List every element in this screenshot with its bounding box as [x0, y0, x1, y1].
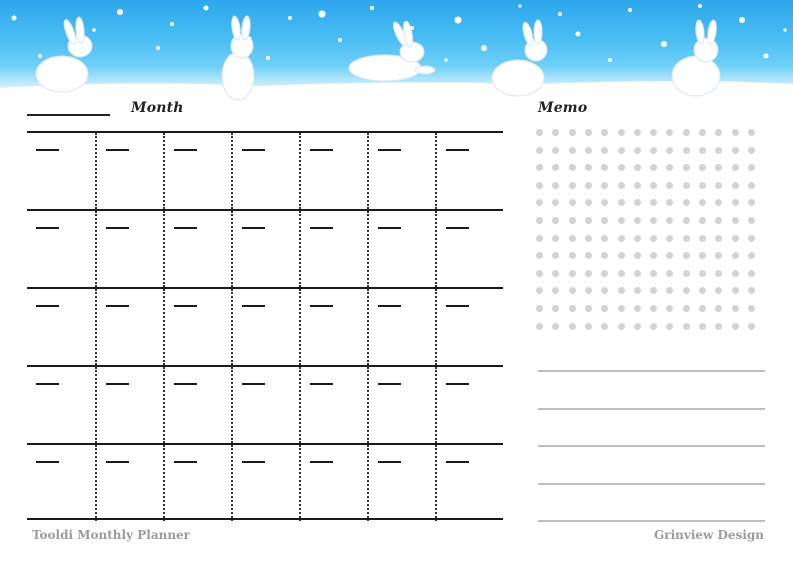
memo-dot — [552, 252, 559, 259]
memo-dot — [536, 147, 543, 154]
memo-dot — [552, 323, 559, 330]
memo-line[interactable] — [538, 408, 765, 410]
memo-dot — [650, 235, 657, 242]
day-cell[interactable] — [163, 133, 233, 209]
memo-dot — [715, 235, 722, 242]
memo-dot — [748, 323, 755, 330]
memo-dot — [569, 252, 576, 259]
date-blank-line — [36, 149, 59, 151]
memo-dot — [618, 129, 625, 136]
day-cell[interactable] — [299, 289, 369, 365]
memo-dot — [601, 217, 608, 224]
day-cell[interactable] — [163, 211, 233, 287]
week-row — [27, 365, 503, 443]
day-cell[interactable] — [367, 367, 437, 443]
date-blank-line — [310, 383, 333, 385]
date-blank-line — [446, 149, 469, 151]
date-blank-line — [242, 305, 265, 307]
memo-dot — [569, 323, 576, 330]
memo-dot — [748, 270, 755, 277]
day-cell[interactable] — [435, 133, 505, 209]
week-row — [27, 287, 503, 365]
date-blank-line — [446, 461, 469, 463]
memo-dot — [650, 287, 657, 294]
memo-dot — [601, 199, 608, 206]
memo-dot — [536, 217, 543, 224]
memo-dot — [536, 235, 543, 242]
memo-dot — [536, 252, 543, 259]
memo-dot — [715, 287, 722, 294]
memo-dot — [552, 164, 559, 171]
memo-dot — [618, 270, 625, 277]
memo-dot — [699, 270, 706, 277]
memo-dot — [715, 270, 722, 277]
memo-dot — [601, 305, 608, 312]
memo-dot — [683, 217, 690, 224]
day-cell[interactable] — [367, 211, 437, 287]
memo-dot — [748, 164, 755, 171]
memo-dot — [715, 305, 722, 312]
date-blank-line — [106, 305, 129, 307]
memo-dot — [585, 252, 592, 259]
memo-dot — [634, 199, 641, 206]
memo-dot — [536, 164, 543, 171]
date-blank-line — [446, 305, 469, 307]
memo-dot — [601, 287, 608, 294]
memo-dot — [569, 129, 576, 136]
memo-dot — [585, 270, 592, 277]
memo-dot — [683, 235, 690, 242]
day-cell[interactable] — [435, 367, 505, 443]
memo-dot — [650, 217, 657, 224]
memo-dot — [601, 323, 608, 330]
memo-dot — [552, 199, 559, 206]
memo-dot — [634, 217, 641, 224]
calendar-grid — [27, 131, 503, 521]
memo-dot — [748, 305, 755, 312]
date-blank-line — [174, 149, 197, 151]
memo-dot — [699, 287, 706, 294]
bunny-standing — [222, 16, 254, 100]
day-cell[interactable] — [27, 289, 95, 365]
date-blank-line — [378, 149, 401, 151]
memo-dot — [732, 217, 739, 224]
memo-dot — [666, 323, 673, 330]
memo-dot — [552, 235, 559, 242]
day-cell[interactable] — [231, 367, 301, 443]
memo-line[interactable] — [538, 483, 765, 485]
memo-dot — [699, 305, 706, 312]
memo-dot — [732, 270, 739, 277]
memo-dot — [569, 305, 576, 312]
memo-dot — [715, 199, 722, 206]
bunny-sitting-2 — [492, 20, 547, 96]
date-blank-line — [106, 227, 129, 229]
memo-dot — [715, 129, 722, 136]
memo-dot — [552, 182, 559, 189]
date-blank-line — [106, 461, 129, 463]
memo-heading: Memo — [538, 100, 588, 116]
memo-dot — [569, 182, 576, 189]
memo-dot — [748, 147, 755, 154]
date-blank-line — [378, 227, 401, 229]
memo-dot — [683, 199, 690, 206]
memo-dot — [552, 129, 559, 136]
memo-dot — [634, 252, 641, 259]
memo-dot — [715, 182, 722, 189]
day-cell[interactable] — [95, 289, 165, 365]
day-cell[interactable] — [299, 367, 369, 443]
memo-dot — [601, 270, 608, 277]
day-cell[interactable] — [95, 211, 165, 287]
memo-dot — [699, 235, 706, 242]
memo-dot — [569, 164, 576, 171]
memo-dot — [569, 235, 576, 242]
day-cell[interactable] — [435, 445, 505, 521]
memo-dot — [536, 199, 543, 206]
memo-dot — [536, 323, 543, 330]
day-cell[interactable] — [435, 211, 505, 287]
memo-dot — [666, 129, 673, 136]
day-cell[interactable] — [435, 289, 505, 365]
memo-dot — [715, 217, 722, 224]
memo-dot — [650, 323, 657, 330]
memo-dot — [536, 287, 543, 294]
memo-dot — [683, 323, 690, 330]
memo-dot — [732, 305, 739, 312]
month-write-line — [27, 114, 110, 116]
date-blank-line — [174, 383, 197, 385]
day-cell[interactable] — [299, 133, 369, 209]
date-blank-line — [378, 461, 401, 463]
memo-dot — [552, 305, 559, 312]
date-blank-line — [310, 149, 333, 151]
winter-banner — [0, 0, 793, 110]
memo-dot — [634, 129, 641, 136]
date-blank-line — [106, 149, 129, 151]
memo-dot — [585, 217, 592, 224]
memo-dot — [748, 252, 755, 259]
memo-dot — [683, 129, 690, 136]
memo-dot — [666, 217, 673, 224]
date-blank-line — [174, 461, 197, 463]
day-cell[interactable] — [367, 133, 437, 209]
memo-dot — [699, 217, 706, 224]
memo-dot — [715, 323, 722, 330]
memo-dot — [650, 147, 657, 154]
memo-ruled-lines — [538, 370, 765, 530]
memo-dot — [699, 147, 706, 154]
day-cell[interactable] — [163, 367, 233, 443]
date-blank-line — [378, 383, 401, 385]
memo-dot — [536, 129, 543, 136]
memo-dot — [699, 129, 706, 136]
memo-dot — [552, 270, 559, 277]
memo-dot — [634, 287, 641, 294]
memo-dot — [666, 252, 673, 259]
day-cell[interactable] — [95, 367, 165, 443]
day-cell[interactable] — [367, 289, 437, 365]
memo-dot — [732, 129, 739, 136]
memo-dot — [601, 235, 608, 242]
memo-dot — [748, 182, 755, 189]
memo-dot — [666, 199, 673, 206]
memo-dot — [650, 164, 657, 171]
memo-dot — [683, 147, 690, 154]
memo-dot — [715, 147, 722, 154]
memo-dot — [732, 252, 739, 259]
memo-dot — [732, 287, 739, 294]
memo-dot — [634, 235, 641, 242]
date-blank-line — [174, 227, 197, 229]
memo-dot — [552, 217, 559, 224]
memo-dot — [585, 129, 592, 136]
memo-dot — [666, 305, 673, 312]
date-blank-line — [446, 227, 469, 229]
day-cell[interactable] — [299, 211, 369, 287]
week-row — [27, 131, 503, 209]
memo-dot — [683, 270, 690, 277]
date-blank-line — [446, 383, 469, 385]
memo-dot-grid — [536, 129, 776, 339]
month-heading: Month — [131, 100, 184, 116]
memo-dot — [536, 182, 543, 189]
memo-dot — [585, 287, 592, 294]
winter-banner-illustration — [0, 0, 793, 110]
memo-dot — [618, 235, 625, 242]
memo-dot — [732, 164, 739, 171]
date-blank-line — [242, 383, 265, 385]
day-cell[interactable] — [163, 289, 233, 365]
date-blank-line — [36, 305, 59, 307]
memo-dot — [699, 323, 706, 330]
memo-dot — [552, 287, 559, 294]
memo-dot — [666, 270, 673, 277]
day-cell[interactable] — [367, 445, 437, 521]
memo-dot — [585, 164, 592, 171]
memo-dot — [748, 199, 755, 206]
day-cell[interactable] — [231, 211, 301, 287]
week-row — [27, 209, 503, 287]
memo-dot — [569, 147, 576, 154]
memo-dot — [683, 164, 690, 171]
memo-dot — [666, 147, 673, 154]
memo-dot — [618, 287, 625, 294]
memo-dot — [585, 199, 592, 206]
memo-dot — [683, 182, 690, 189]
memo-dot — [634, 147, 641, 154]
memo-dot — [618, 217, 625, 224]
date-blank-line — [106, 383, 129, 385]
memo-dot — [618, 305, 625, 312]
memo-dot — [748, 217, 755, 224]
footer-planner-title: Tooldi Monthly Planner — [32, 528, 190, 542]
memo-dot — [601, 182, 608, 189]
date-blank-line — [310, 227, 333, 229]
day-cell[interactable] — [95, 445, 165, 521]
day-cell[interactable] — [231, 289, 301, 365]
memo-dot — [650, 129, 657, 136]
memo-dot — [748, 235, 755, 242]
memo-dot — [569, 270, 576, 277]
memo-dot — [699, 252, 706, 259]
day-cell[interactable] — [95, 133, 165, 209]
day-cell[interactable] — [163, 445, 233, 521]
memo-line[interactable] — [538, 370, 765, 372]
memo-dot — [699, 199, 706, 206]
day-cell[interactable] — [27, 445, 95, 521]
memo-dot — [569, 217, 576, 224]
date-blank-line — [242, 461, 265, 463]
memo-dot — [748, 129, 755, 136]
memo-dot — [536, 305, 543, 312]
bunny-sitting-3 — [672, 20, 720, 96]
memo-dot — [650, 305, 657, 312]
memo-dot — [715, 252, 722, 259]
memo-dot — [585, 147, 592, 154]
memo-dot — [601, 147, 608, 154]
memo-dot — [618, 252, 625, 259]
memo-dot — [618, 182, 625, 189]
bunny-sitting-1 — [36, 17, 92, 92]
memo-dot — [666, 287, 673, 294]
memo-dot — [732, 147, 739, 154]
memo-dot — [552, 147, 559, 154]
memo-dot — [666, 235, 673, 242]
memo-dot — [634, 305, 641, 312]
date-blank-line — [174, 305, 197, 307]
memo-dot — [618, 323, 625, 330]
memo-dot — [666, 164, 673, 171]
memo-dot — [683, 252, 690, 259]
memo-dot — [666, 182, 673, 189]
date-blank-line — [310, 461, 333, 463]
day-cell[interactable] — [27, 133, 95, 209]
memo-dot — [634, 270, 641, 277]
memo-dot — [634, 323, 641, 330]
calendar-bottom-rule — [27, 518, 503, 520]
date-blank-line — [310, 305, 333, 307]
memo-dot — [585, 323, 592, 330]
memo-dot — [732, 199, 739, 206]
memo-dot — [585, 305, 592, 312]
memo-dot — [683, 305, 690, 312]
memo-line[interactable] — [538, 445, 765, 447]
memo-dot — [683, 287, 690, 294]
day-cell[interactable] — [27, 367, 95, 443]
snow-ground — [0, 81, 793, 110]
memo-dot — [650, 252, 657, 259]
memo-dot — [618, 199, 625, 206]
day-cell[interactable] — [27, 211, 95, 287]
memo-dot — [699, 164, 706, 171]
date-blank-line — [242, 227, 265, 229]
bunny-leaping — [349, 21, 435, 81]
memo-dot — [601, 129, 608, 136]
footer-designer-credit: Grinview Design — [654, 528, 764, 542]
memo-dot — [699, 182, 706, 189]
memo-dot — [748, 287, 755, 294]
day-cell[interactable] — [231, 445, 301, 521]
date-blank-line — [36, 227, 59, 229]
memo-dot — [569, 199, 576, 206]
memo-line[interactable] — [538, 520, 765, 522]
day-cell[interactable] — [299, 445, 369, 521]
memo-dot — [650, 182, 657, 189]
memo-dot — [732, 235, 739, 242]
date-blank-line — [36, 461, 59, 463]
date-blank-line — [242, 149, 265, 151]
memo-dot — [634, 182, 641, 189]
memo-dot — [601, 252, 608, 259]
memo-dot — [601, 164, 608, 171]
memo-dot — [585, 182, 592, 189]
memo-dot — [634, 164, 641, 171]
memo-dot — [569, 287, 576, 294]
memo-dot — [715, 164, 722, 171]
memo-dot — [585, 235, 592, 242]
memo-dot — [618, 147, 625, 154]
date-blank-line — [378, 305, 401, 307]
memo-dot — [536, 270, 543, 277]
memo-dot — [618, 164, 625, 171]
memo-dot — [732, 323, 739, 330]
date-blank-line — [36, 383, 59, 385]
memo-dot — [732, 182, 739, 189]
memo-dot — [650, 270, 657, 277]
day-cell[interactable] — [231, 133, 301, 209]
week-row — [27, 443, 503, 521]
memo-dot — [650, 199, 657, 206]
